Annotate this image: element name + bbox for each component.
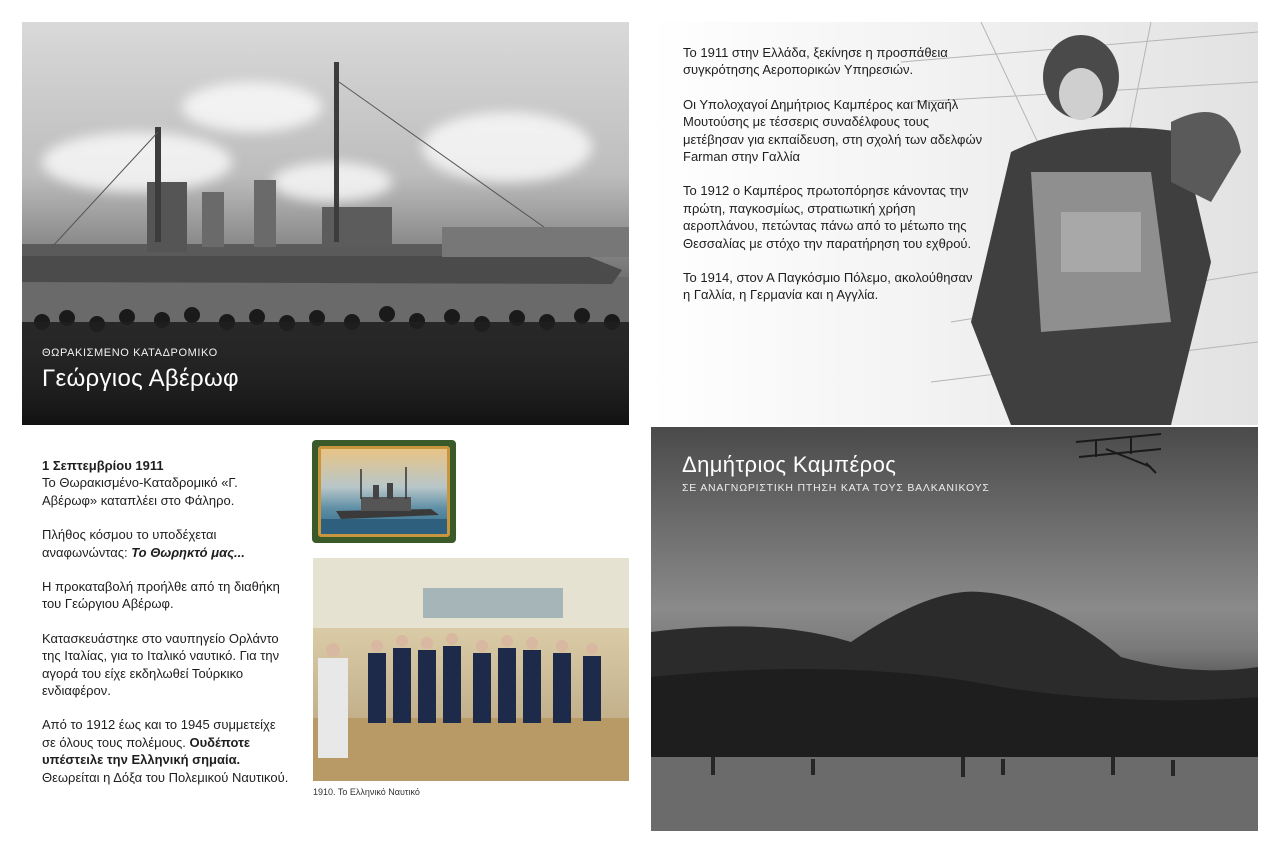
kamperos-title: Δημήτριος Καμπέρος	[682, 452, 897, 477]
intro-paragraph: Οι Υπολοχαγοί Δημήτριος Καμπέρος και Μιχαήλ Μουτούσης με τέσσερις συναδέλφους τους μετέβησαν για εκπαίδευση, στη σχολή των αδελφών Farman στην Γαλλία	[683, 96, 983, 165]
averof-paragraph-1	[42, 457, 292, 509]
averof-paragraph-3: Η προκαταβολή προήλθε από τη διαθήκη του Γεώργιου Αβέρωφ.	[42, 579, 280, 612]
postcard-ship-drawing	[321, 449, 447, 534]
averof-ship-photo	[22, 22, 629, 425]
postcard-ship-image	[318, 446, 450, 537]
averof-p1-text: Το Θωρακισμένο-Καταδρομικό «Γ. Αβέρωφ» καταπλέει στο Φάληρο.	[42, 475, 238, 508]
averof-paragraph-4: Κατασκευάστηκε στο ναυπηγείο Ορλάντο της Ιταλίας, για το Ιταλικό ναυτικό. Για την αγορά του είχε εκδηλωθεί Τούρκικο ενδιαφέρον.	[42, 630, 280, 699]
averof-paragraph-2	[42, 526, 292, 561]
intro-paragraph: Το 1911 στην Ελλάδα, ξεκίνησε η προσπάθεια συγκρότησης Αεροπορικών Υπηρεσιών.	[683, 45, 948, 78]
averof-paragraph-5	[42, 716, 292, 786]
averof-p5-bold: Ουδέποτε υπέστειλε την Ελληνική σημαία.	[42, 734, 251, 768]
navy-painting-image	[313, 558, 629, 781]
intro-paragraph: Το 1914, στον Α Παγκόσμιο Πόλεμο, ακολούθησαν η Γαλλία, η Γερμανία και η Αγγλία.	[683, 270, 973, 303]
biplane-icon	[1076, 434, 1161, 473]
intro-paragraph: Το 1912 ο Καμπέρος πρωτοπόρησε κάνοντας την πρώτη, παγκοσμίως, στρατιωτική χρήση αεροπλάνου, πετώντας πάνω από το μέτωπο της Θεσσαλίας με στόχο την παρατήρηση του εχθρού.	[683, 183, 972, 251]
averof-p5-text: Από το 1912 έως και το 1945 συμμετείχε σε όλους τους πολέμους.	[42, 717, 276, 750]
averof-text	[42, 457, 292, 803]
averof-p2-emphasis: Το Θωρηκτό μας...	[131, 544, 245, 560]
painting-caption: 1910. Το Ελληνικό Ναυτικό	[313, 787, 420, 797]
averof-p2-text: Πλήθος κόσμου το υποδέχεται αναφωνώντας:	[42, 527, 217, 560]
navy-officers-drawing	[313, 558, 629, 781]
kamperos-field-photo	[651, 427, 1258, 831]
framed-postcard-image	[312, 440, 456, 543]
aviation-intro-text	[683, 44, 983, 321]
ship-caption-title: Γεώργιος Αβέρωφ	[42, 365, 239, 392]
averof-p5-tail: Θεωρείται η Δόξα του Πολεμικού Ναυτικού.	[42, 769, 289, 785]
kamperos-subtitle: ΣΕ ΑΝΑΓΝΩΡΙΣΤΙΚΗ ΠΤΗΣΗ ΚΑΤΑ ΤΟΥΣ ΒΑΛΚΑΝΙΚΟΥΣ	[682, 482, 990, 494]
ship-caption-small: ΘΩΡΑΚΙΣΜΕΝΟ ΚΑΤΑΔΡΟΜΙΚΟ	[42, 347, 218, 359]
averof-date: 1 Σεπτεμβρίου 1911	[42, 458, 164, 473]
